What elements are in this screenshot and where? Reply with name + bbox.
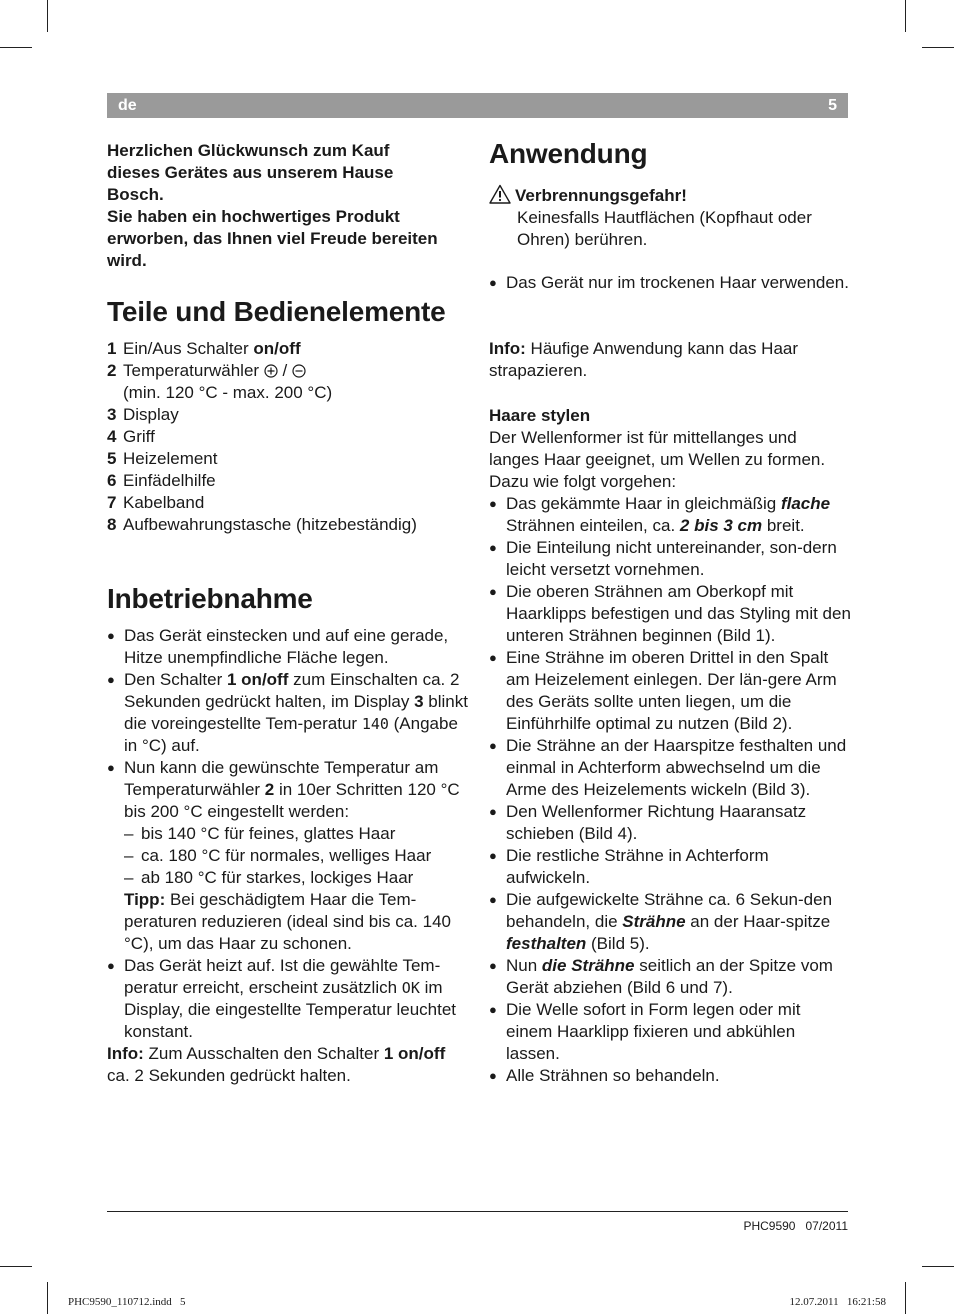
list-item: ● Eine Strähne im oberen Drittel in den Spalt am Heizelement einlegen. Der län-gere Arm des Geräts sollte unten liegen, um die Einführhilfe optimal zu nutzen (Bild 2). (489, 647, 851, 735)
warning-block (489, 184, 851, 251)
page-header-bar (107, 93, 848, 118)
parts-item: 3 Display (107, 405, 179, 424)
list-item: ● Die oberen Strähnen am Oberkopf mit Haarklipps befestigen und das Styling mit den unteren Strähnen beginnen (Bild 1). (489, 581, 851, 647)
list-item: ● Die Strähne an der Haarspitze festhalten und einmal in Achterform abwechselnd um die Arme des Heizelements wickeln (Bild 3). (489, 735, 851, 801)
usage-heading: Anwendung (489, 138, 648, 169)
print-slug-file: PHC9590_110712.indd 5 (68, 1296, 186, 1308)
crop-mark (47, 1282, 48, 1314)
parts-item: 4 Griff (107, 427, 155, 446)
language-code: de (118, 97, 137, 114)
parts-item: 2 Temperaturwähler / (min. 120 °C - max. 200 °C) (107, 361, 333, 402)
list-item: ● Das Gerät nur im trockenen Haar verwenden. (489, 272, 851, 294)
display-readout: OK (401, 979, 420, 997)
list-item: ● Den Schalter 1 on/off zum Einschalten ca. 2 Sekunden gedrückt halten, im Display 3 blinkt die voreingestellte Tem-peratur 140 (Angabe in °C) auf. (107, 669, 469, 757)
dash-item: – ab 180 °C für starkes, lockiges Haar (124, 867, 469, 889)
dash-item: – bis 140 °C für feines, glattes Haar (124, 823, 469, 845)
usage-info: Info: Häufige Anwendung kann das Haar strapazieren. (489, 339, 799, 380)
parts-list (107, 338, 469, 536)
footer-model-date: PHC9590 07/2011 (743, 1219, 848, 1233)
list-item: ● Die aufgewickelte Strähne ca. 6 Sekun-den behandeln, die Strähne an der Haar-spitze festhalten (Bild 5). (489, 889, 851, 955)
list-item: ● Das Gerät heizt auf. Ist die gewählte Tem-peratur erreicht, erscheint zusätzlich OK im Display, die eingestellte Temperatur leuchtet konstant. (107, 955, 469, 1043)
crop-mark (922, 47, 954, 48)
info-text: Info: Zum Ausschalten den Schalter 1 on/off ca. 2 Sekunden gedrückt halten. (107, 1044, 446, 1085)
list-item: ● Die Einteilung nicht untereinander, son-dern leicht versetzt vornehmen. (489, 537, 851, 581)
list-item: ● Alle Strähnen so behandeln. (489, 1065, 851, 1087)
crop-mark (47, 0, 48, 32)
crop-mark (922, 1266, 954, 1267)
crop-mark (905, 1282, 906, 1314)
styling-lead: Dazu wie folgt vorgehen: (489, 472, 677, 491)
list-item: ● Die Welle sofort in Form legen oder mit einem Haarklipp fixieren und abkühlen lassen. (489, 999, 851, 1065)
list-item: ● Das gekämmte Haar in gleichmäßig flache Strähnen einteilen, ca. 2 bis 3 cm breit. (489, 493, 851, 537)
list-item: ● Die restliche Strähne in Achterform aufwickeln. (489, 845, 851, 889)
parts-item: 8 Aufbewahrungstasche (hitzebeständig) (107, 515, 417, 534)
minus-circle-icon (292, 364, 306, 378)
dash-item: – ca. 180 °C für normales, welliges Haar (124, 845, 469, 867)
dry-hair-list (489, 272, 851, 294)
list-item: ● Nun die Strähne seitlich an der Spitze vom Gerät abziehen (Bild 6 und 7). (489, 955, 851, 999)
print-slug-timestamp: 12.07.2011 16:21:58 (789, 1296, 886, 1308)
page-number: 5 (828, 97, 837, 114)
list-item: ● Den Wellenformer Richtung Haaransatz schieben (Bild 4). (489, 801, 851, 845)
parts-item: 6 Einfädelhilfe (107, 471, 216, 490)
display-readout: 140 (361, 715, 389, 733)
styling-text: Der Wellenformer ist für mittellanges und langes Haar geeignet, um Wellen zu formen. (489, 428, 826, 469)
footer-rule (107, 1211, 848, 1212)
crop-mark (0, 47, 32, 48)
list-item: ● Das Gerät einstecken und auf eine gerade, Hitze unempfindliche Fläche legen. (107, 625, 469, 669)
parts-item: 5 Heizelement (107, 449, 218, 468)
setup-section (107, 625, 469, 1087)
tip-text: Tipp: Bei geschädigtem Haar die Tem-peraturen reduzieren (ideal sind bis ca. 140 °C), um das Haar zu schonen. (124, 890, 451, 953)
plus-circle-icon (264, 364, 278, 378)
warning-title: Verbrennungsgefahr! (515, 186, 687, 205)
crop-mark (0, 1266, 32, 1267)
parts-item: 1 Ein/Aus Schalter on/off (107, 339, 301, 358)
list-item: ● Nun kann die gewünschte Temperatur am Temperaturwähler 2 in 10er Schritten 120 °C bis 200 °C eingestellt werden: – bis 140 °C für feines, glattes Haar – ca. 180 °C für normales, welliges Haar – ab 180 °C für starkes, lockiges Haar Tipp: Bei geschädigtem Haar die Tem-peraturen reduzieren (ideal sind bis ca. 140 °C), um das Haar zu schonen. (107, 757, 469, 955)
styling-heading: Haare stylen (489, 406, 591, 425)
intro-text: Herzlichen Glückwunsch zum Kauf dieses Gerätes aus unserem Hause Bosch. Sie haben ein hochwertiges Produkt erworben, das Ihnen viel Freude bereiten wird. (107, 141, 438, 270)
styling-section (489, 405, 851, 1087)
warning-text: Keinesfalls Hautflächen (Kopfhaut oder Ohren) berühren. (517, 208, 812, 249)
crop-mark (905, 0, 906, 32)
parts-item: 7 Kabelband (107, 493, 205, 512)
setup-heading: Inbetriebnahme (107, 583, 313, 614)
warning-triangle-icon (489, 184, 511, 204)
parts-heading: Teile und Bedienelemente (107, 296, 446, 327)
